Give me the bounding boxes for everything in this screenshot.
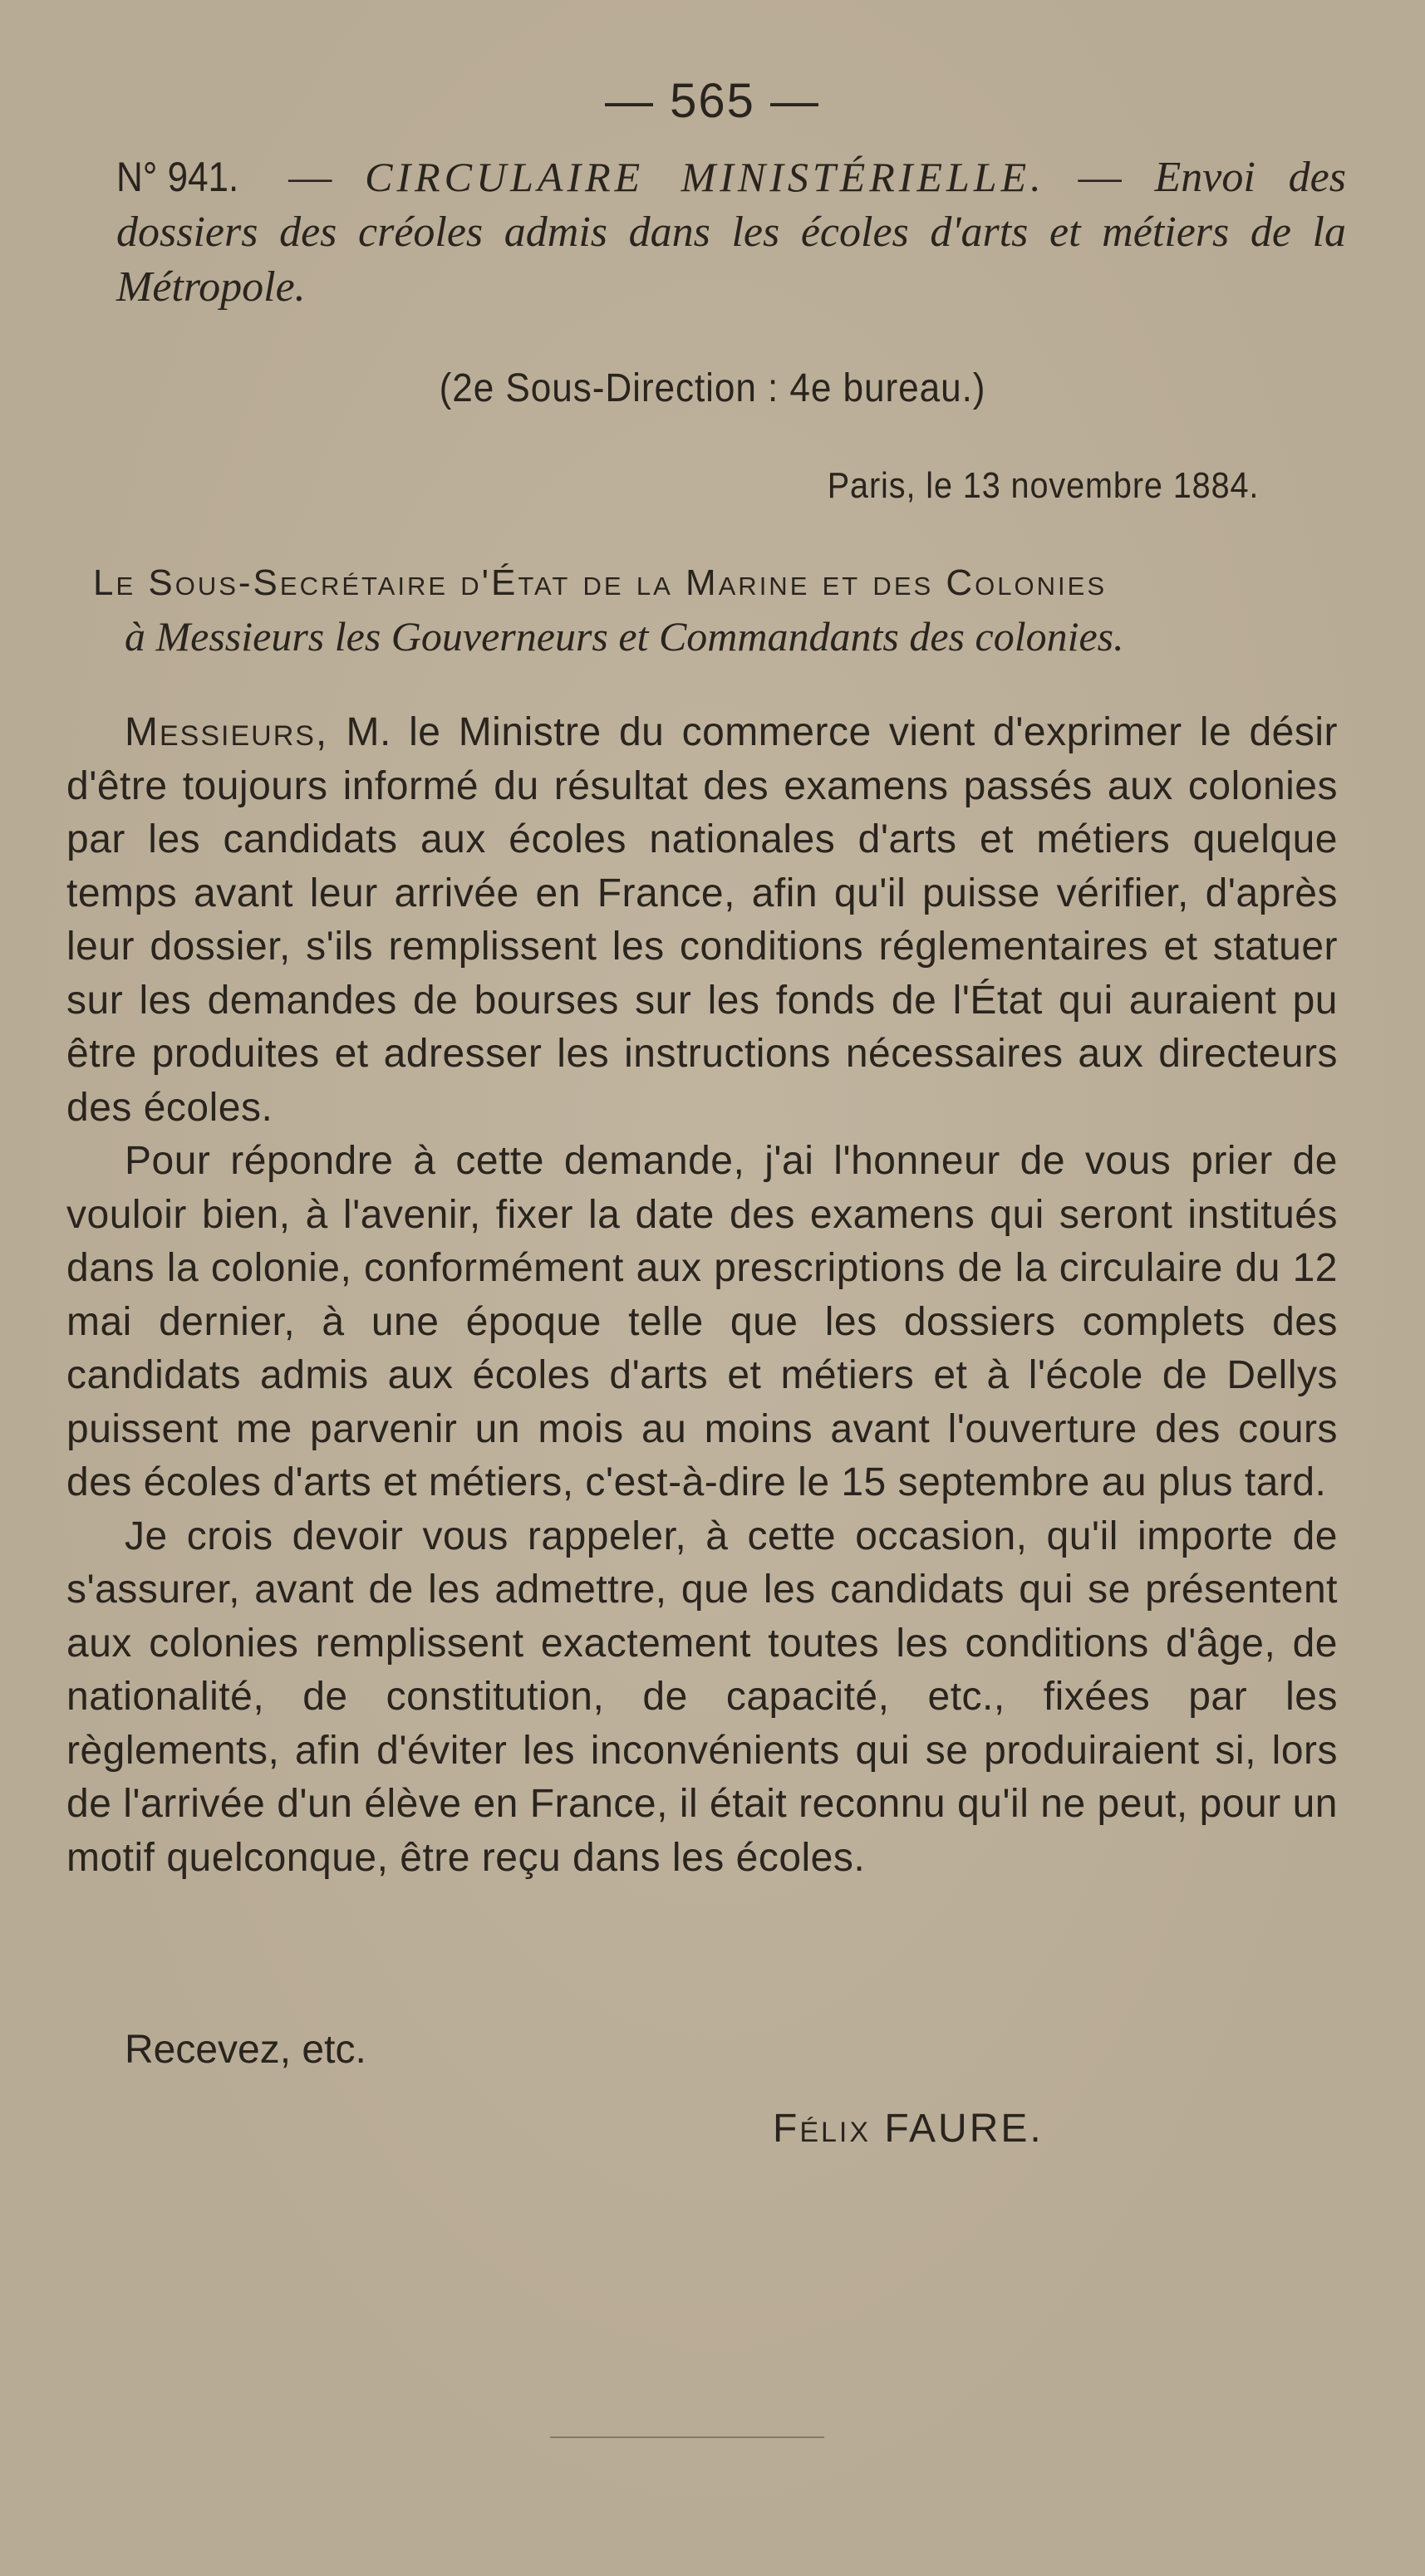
signature: Félix FAURE.	[773, 2107, 1044, 2151]
paragraph-1-text: M. le Ministre du commerce vient d'exprimer le désir d'être toujours informé du résultat des examens passés aux colonies par les candidats aux écoles nationales d'arts et métiers quelque temps avant leur arrivée en France, afin qu'il puisse vérifier, d'après leur dossier, s'ils remplissent les conditions réglementaires et statuer sur les demandes de bourses sur les fonds de l'État qui auraient pu être produites et adresser les instructions nécessaires aux directeurs des écoles.	[66, 710, 1338, 1130]
sender-title: Le Sous-Secrétaire d'État de la Marine et des Colonies	[93, 562, 1107, 603]
end-rule	[550, 2436, 824, 2438]
salutation: Messieurs,	[125, 710, 329, 754]
sub-direction: (2e Sous-Direction : 4e bureau.)	[439, 366, 986, 410]
page-number: — 565 —	[605, 74, 820, 128]
closing: Recevez, etc.	[125, 2028, 366, 2072]
circular-heading	[116, 150, 1346, 315]
circular-subject: Envoi des dossiers des créoles admis dans les écoles d'arts et métiers de la Métropole.	[116, 154, 1346, 311]
paragraph-1	[66, 706, 1338, 1135]
dateline: Paris, le 13 novembre 1884.	[827, 465, 1259, 506]
paragraph-2: Pour répondre à cette demande, j'ai l'honneur de vous prier de vouloir bien, à l'avenir, fixer la date des examens qui seront institués dans la colonie, conformément aux prescriptions de la circulaire du 12 mai dernier, à une époque telle que les dossiers complets des candidats admis aux écoles d'arts et métiers et à l'école de Dellys puissent me parvenir un mois au moins avant l'ouverture des cours des écoles d'arts et métiers, c'est-à-dire le 15 septembre au plus tard.	[66, 1139, 1338, 1504]
heading-dash-2: —	[1044, 154, 1155, 201]
letter-body	[66, 706, 1338, 1885]
heading-dash: —	[255, 154, 366, 201]
circular-number: N° 941.	[116, 154, 239, 200]
paragraph-3: Je crois devoir vous rappeler, à cette occasion, qu'il importe de s'assurer, avant de les admettre, que les candidats qui se présentent aux colonies remplissent exactement toutes les conditions d'âge, de nationalité, de constitution, de capacité, etc., fixées par les règlements, afin d'éviter les inconvénients qui se produiraient si, lors de l'arrivée d'un élève en France, il était reconnu qu'il ne peut, pour un motif quelconque, être reçu dans les écoles.	[66, 1514, 1338, 1880]
sender-block	[93, 557, 1348, 663]
circular-type: CIRCULAIRE MINISTÉRIELLE.	[365, 154, 1045, 200]
addressee: à Messieurs les Gouverneurs et Commandants des colonies.	[125, 613, 1124, 660]
